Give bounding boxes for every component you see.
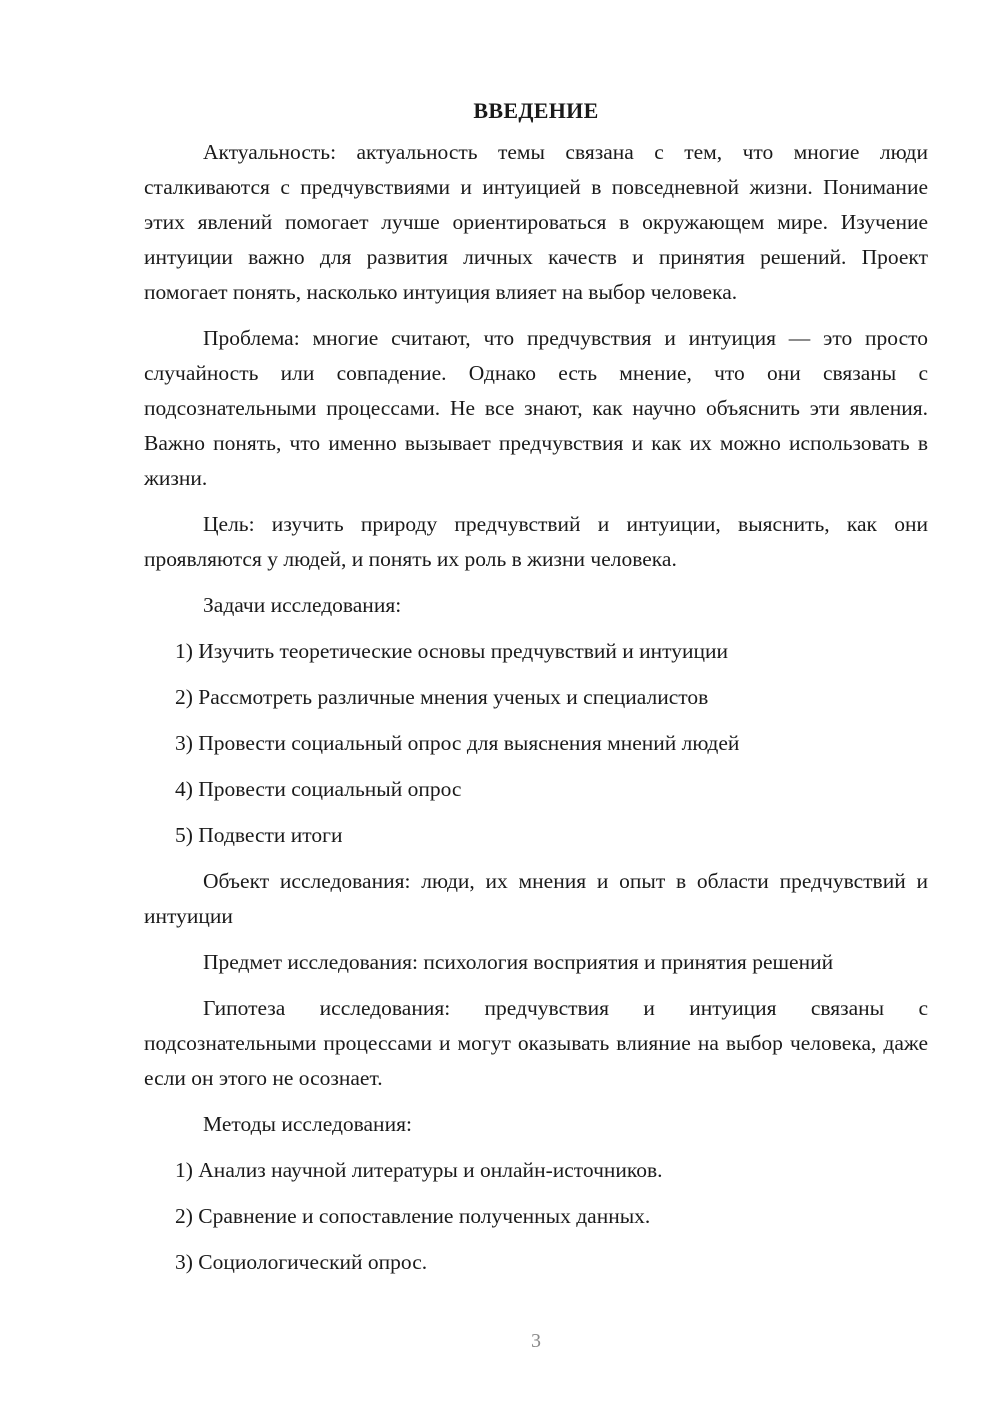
- method-item-3: 3) Социологический опрос.: [175, 1250, 428, 1274]
- problem-paragraph: Проблема: многие считают, что предчувствия и интуиция — это просто случайность или совпадение. Однако есть мнение, что они связаны с подсознательными процессами. Не все знают, как научно объяснить эти явления. Важно понять, что именно вызывает предчувствия и как их можно использовать в жизни.: [144, 326, 928, 490]
- hypothesis-paragraph: Гипотеза исследования: предчувствия и интуиция связаны с подсознательными процессами и могут оказывать влияние на выбор человека, даже если он этого не осознает.: [144, 996, 928, 1090]
- relevance-paragraph: Актуальность: актуальность темы связана с тем, что многие люди сталкиваются с предчувствиями и интуицией в повседневной жизни. Понимание этих явлений помогает лучше ориентироваться в окружающем мире. Изучение интуиции важно для развития личных качеств и принятия решений. Проект помогает понять, насколько интуиция влияет на выбор человека.: [144, 140, 928, 304]
- document-page: [144, 94, 928, 1280]
- task-item-2: 2) Рассмотреть различные мнения ученых и специалистов: [175, 685, 709, 709]
- task-item-1: 1) Изучить теоретические основы предчувствий и интуиции: [175, 639, 729, 663]
- task-item-5: 5) Подвести итоги: [175, 823, 343, 847]
- methods-title: Методы исследования:: [203, 1112, 412, 1136]
- method-item-1: 1) Анализ научной литературы и онлайн-источников.: [175, 1158, 663, 1182]
- subject-paragraph: Предмет исследования: психология восприятия и принятия решений: [203, 950, 834, 974]
- task-item-3: 3) Провести социальный опрос для выяснения мнений людей: [175, 731, 740, 755]
- method-item-2: 2) Сравнение и сопоставление полученных данных.: [175, 1204, 651, 1228]
- page-number: 3: [531, 1330, 541, 1352]
- tasks-title: Задачи исследования:: [203, 593, 402, 617]
- task-item-4: 4) Провести социальный опрос: [175, 777, 462, 801]
- page-title: ВВЕДЕНИЕ: [473, 98, 599, 123]
- goal-paragraph: Цель: изучить природу предчувствий и интуиции, выяснить, как они проявляются у людей, и понять их роль в жизни человека.: [144, 512, 928, 571]
- object-paragraph: Объект исследования: люди, их мнения и опыт в области предчувствий и интуиции: [144, 869, 928, 928]
